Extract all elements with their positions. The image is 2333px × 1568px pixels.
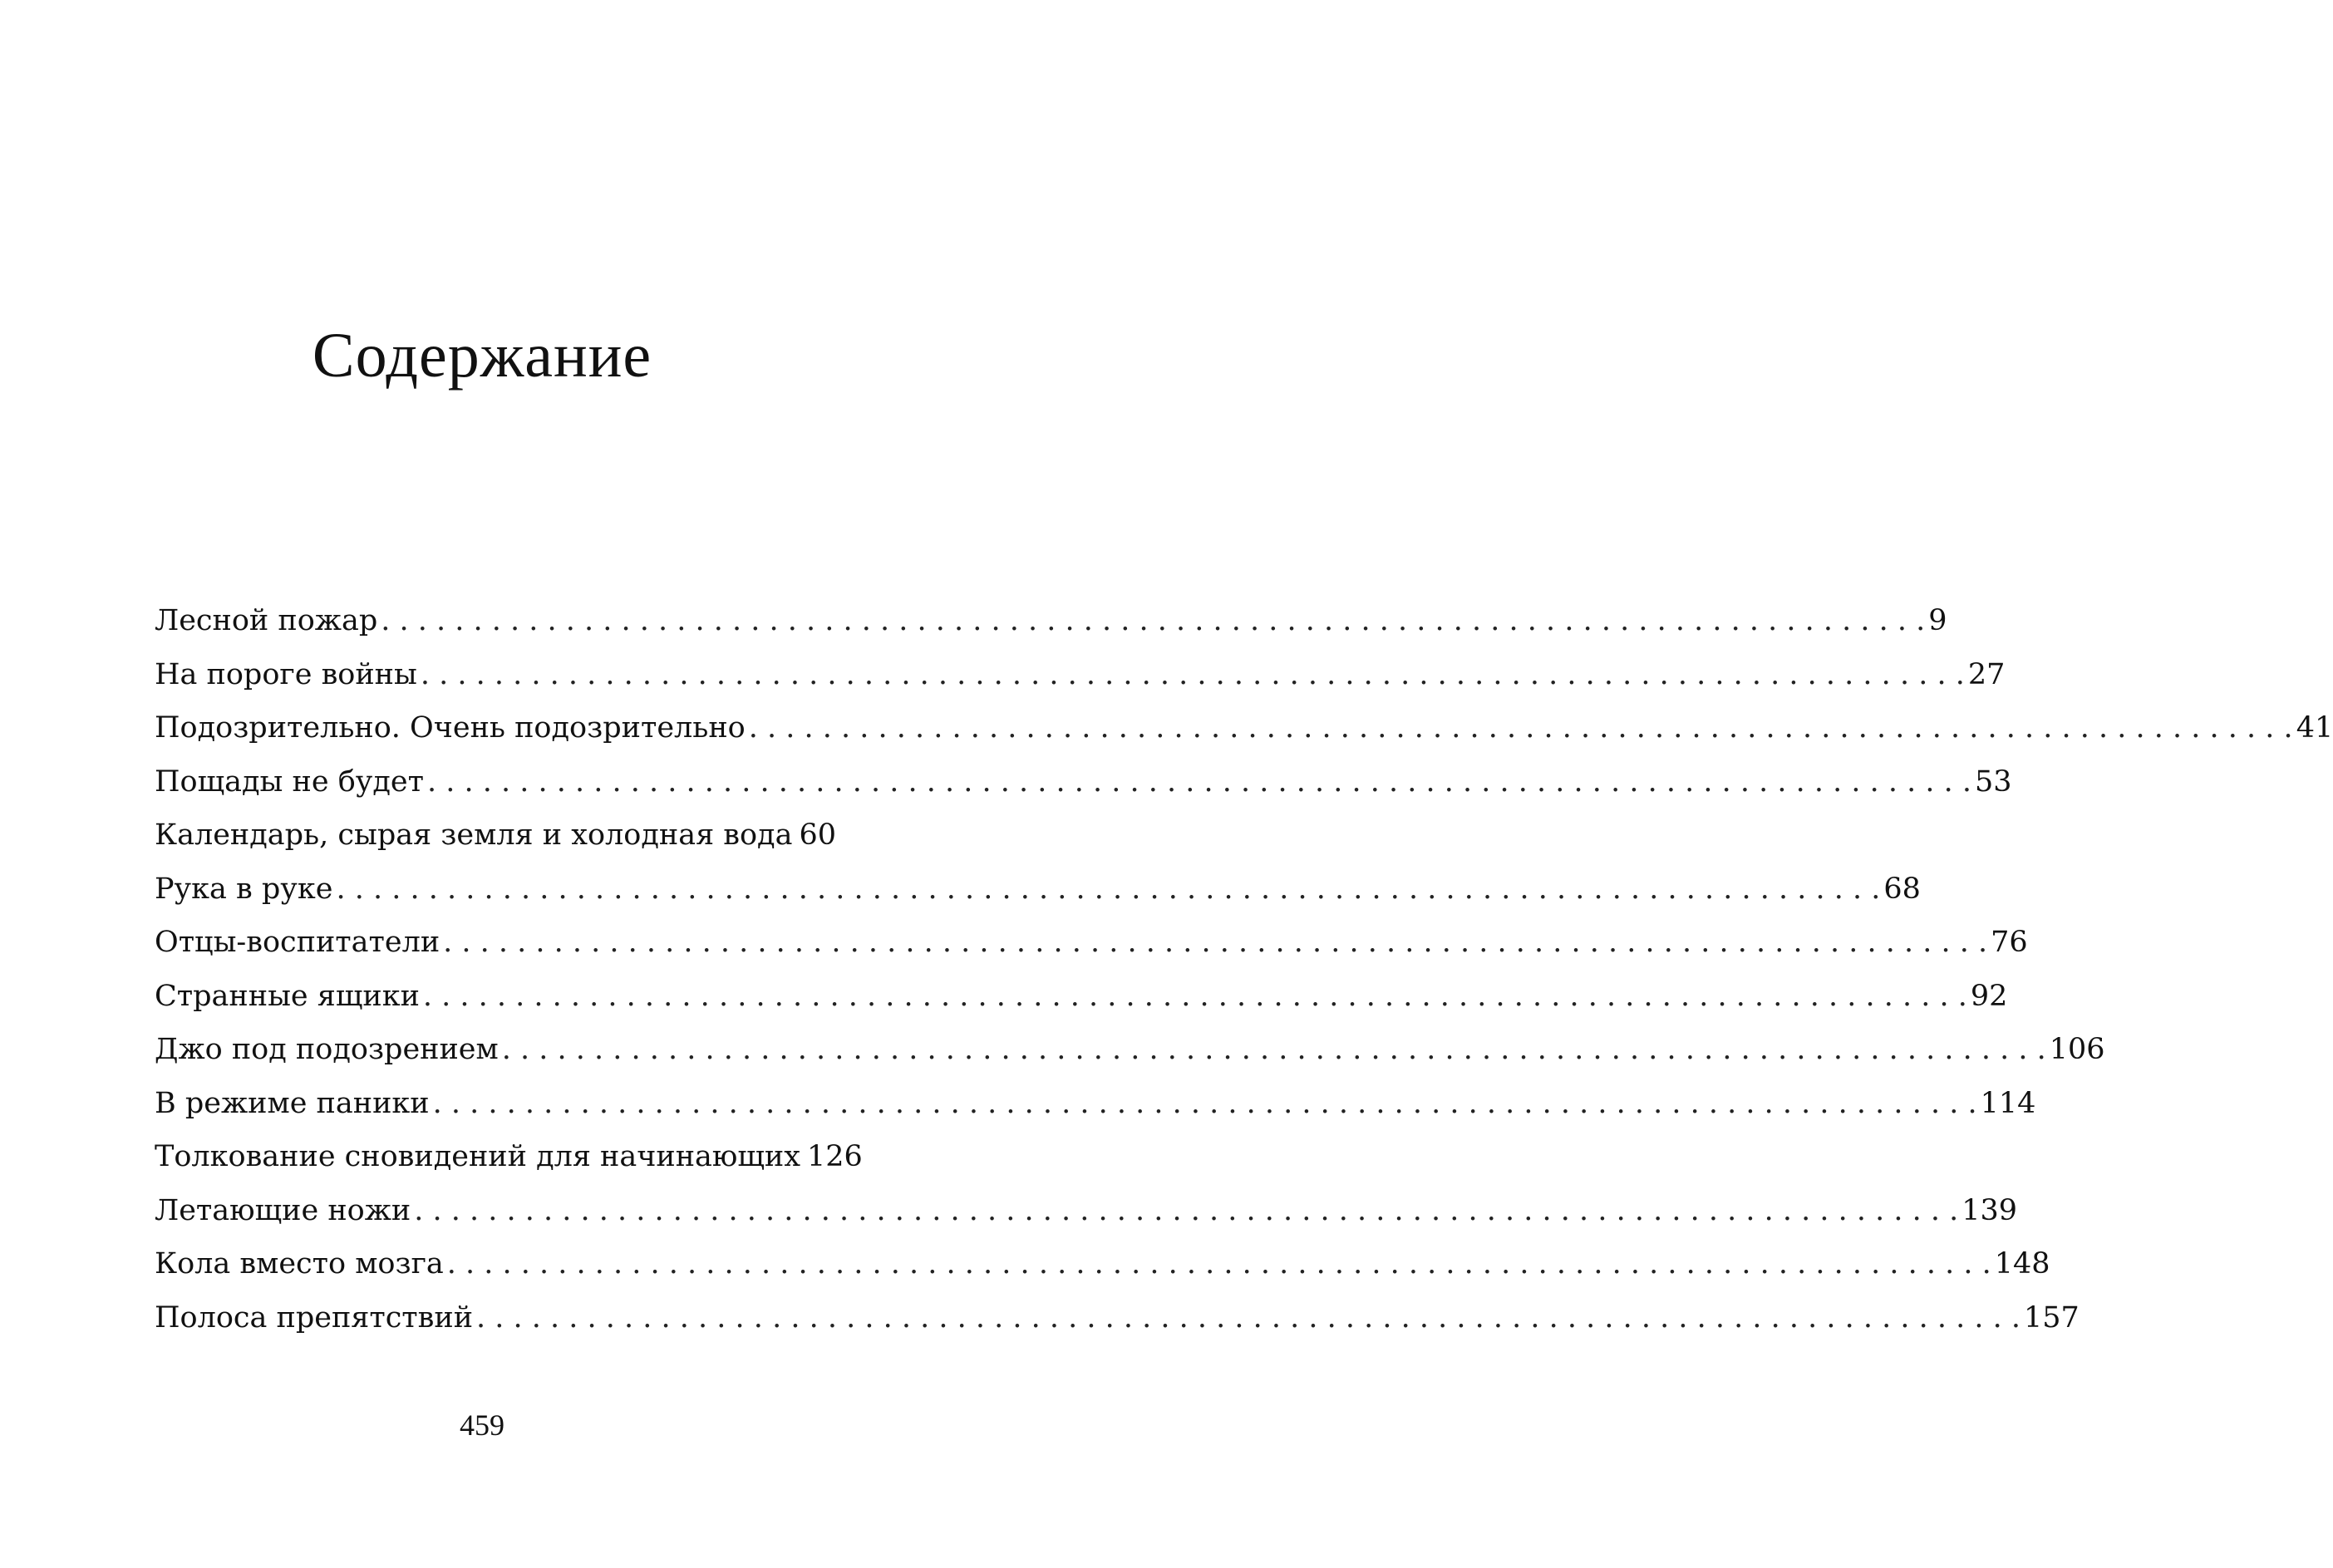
toc-entry-title: Джо под подозрением — [155, 1033, 499, 1066]
table-of-contents — [155, 594, 2333, 1344]
toc-entry-title: Подозрительно. Очень подозрительно — [155, 711, 746, 745]
toc-entry[interactable] — [155, 648, 2006, 702]
toc-entry[interactable] — [155, 1077, 2036, 1131]
toc-entry[interactable] — [155, 1184, 2018, 1238]
dot-leader — [414, 1184, 1958, 1238]
page-number: 459 — [460, 1408, 504, 1442]
toc-entry[interactable] — [155, 809, 837, 863]
toc-entry-page: 126 — [807, 1140, 863, 1173]
toc-entry[interactable] — [155, 1291, 2080, 1345]
toc-entry-title: Толкование сновидений для начинающих — [155, 1140, 800, 1173]
toc-entry[interactable] — [155, 1023, 2105, 1077]
toc-entry-title: Летающие ножи — [155, 1193, 411, 1227]
toc-entry-title: В режиме паники — [155, 1086, 430, 1120]
dot-leader — [423, 970, 1967, 1024]
toc-entry-title: Пощады не будет — [155, 764, 424, 799]
toc-entry-page: 9 — [1928, 604, 1947, 637]
toc-entry-page: 68 — [1883, 872, 1921, 906]
toc-entry-title: Странные ящики — [155, 979, 420, 1013]
toc-entry-page: 92 — [1970, 979, 2008, 1013]
toc-entry-title: Календарь, сырая земля и холодная вода — [155, 818, 793, 852]
toc-entry-title: Рука в руке — [155, 872, 333, 906]
dot-leader — [443, 916, 1987, 970]
toc-entry-title: Отцы-воспитатели — [155, 926, 441, 959]
toc-entry-page: 106 — [2049, 1033, 2105, 1066]
toc-entry[interactable] — [155, 916, 2028, 970]
toc-entry[interactable] — [155, 863, 1921, 917]
toc-entry[interactable] — [155, 755, 2012, 809]
toc-entry-title: Кола вместо мозга — [155, 1247, 444, 1280]
toc-entry-page: 27 — [1967, 657, 2006, 691]
toc-entry[interactable] — [155, 594, 1947, 648]
dot-leader — [427, 755, 1971, 809]
page-title: Содержание — [312, 321, 652, 391]
dot-leader — [447, 1237, 1991, 1291]
dot-leader — [336, 863, 1880, 917]
dot-leader — [749, 701, 2293, 755]
toc-entry-page: 148 — [1994, 1247, 2050, 1280]
dot-leader — [502, 1023, 2046, 1077]
toc-entry-page: 114 — [1980, 1086, 2036, 1120]
toc-entry[interactable] — [155, 1130, 863, 1184]
toc-entry[interactable] — [155, 1237, 2050, 1291]
toc-entry[interactable] — [155, 970, 2008, 1024]
dot-leader — [433, 1077, 1977, 1131]
toc-entry-page: 157 — [2024, 1300, 2080, 1335]
toc-entry[interactable] — [155, 701, 2333, 755]
toc-entry-page: 76 — [1991, 926, 2028, 959]
dot-leader — [421, 648, 1965, 702]
toc-entry-title: Лесной пожар — [155, 604, 378, 637]
toc-entry-title: На пороге войны — [155, 657, 417, 691]
toc-entry-page: 53 — [1974, 764, 2012, 799]
toc-entry-page: 139 — [1961, 1193, 2018, 1227]
toc-entry-page: 41 — [2296, 711, 2333, 745]
toc-entry-title: Полоса препятствий — [155, 1300, 474, 1335]
toc-entry-page: 60 — [799, 818, 837, 852]
dot-leader — [381, 594, 1925, 648]
dot-leader — [476, 1291, 2020, 1345]
